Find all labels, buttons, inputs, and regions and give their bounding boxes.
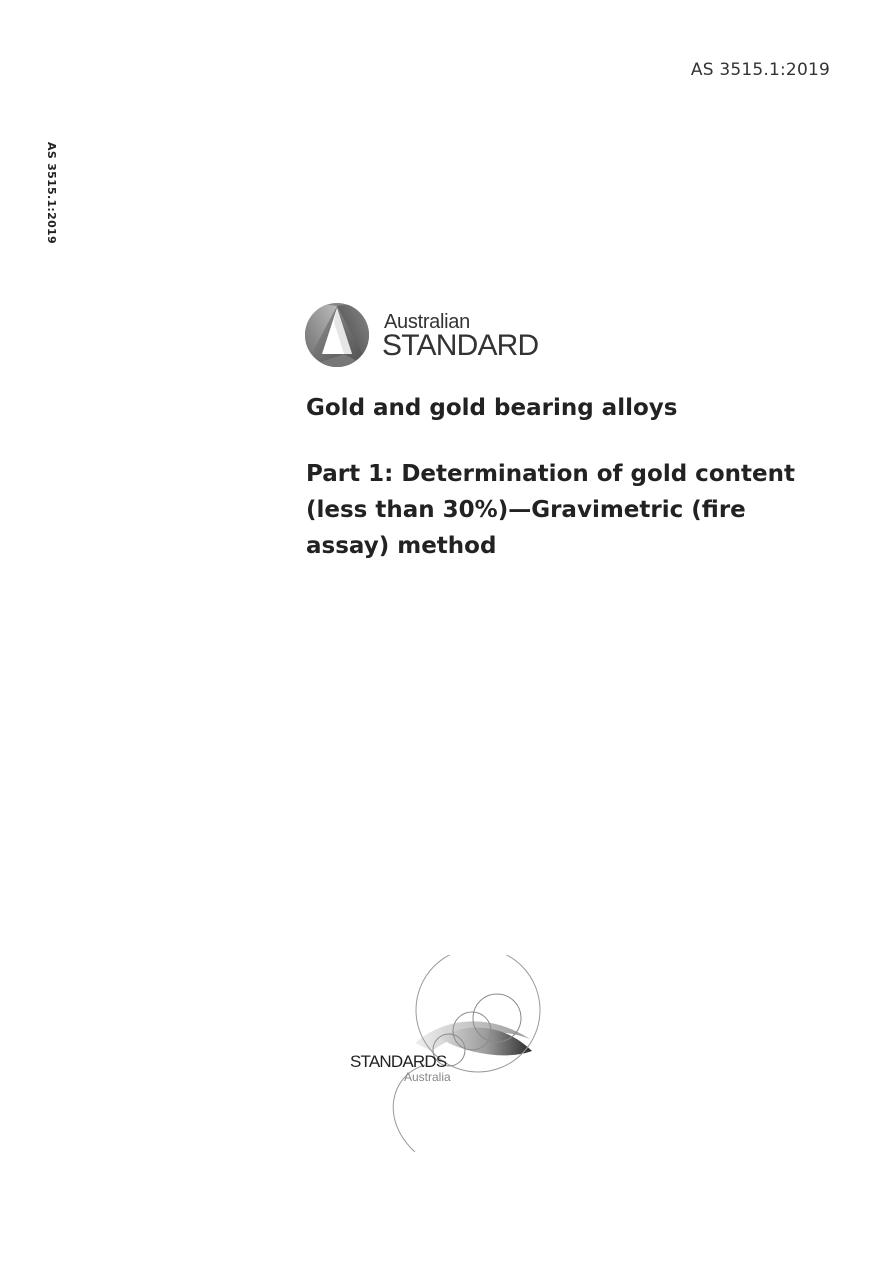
triangle-emblem-icon: [304, 302, 370, 368]
document-number: AS 3515.1:2019: [690, 60, 830, 80]
publisher-line-standards: STANDARDS: [350, 1052, 447, 1071]
publisher-line-australia: Australia: [404, 1070, 451, 1084]
document-part-title: Part 1: Determination of gold content (less than 30%)—Gravimetric (fire assay) method: [306, 461, 795, 559]
australian-standard-logo: [304, 302, 544, 372]
brand-line-australian: Australian: [384, 311, 470, 333]
document-title: Gold and gold bearing alloys: [306, 395, 678, 421]
standards-australia-logo: [340, 955, 560, 1155]
brand-line-standard: STANDARD: [382, 329, 539, 362]
spine-document-number: AS 3515.1:2019: [45, 142, 58, 244]
